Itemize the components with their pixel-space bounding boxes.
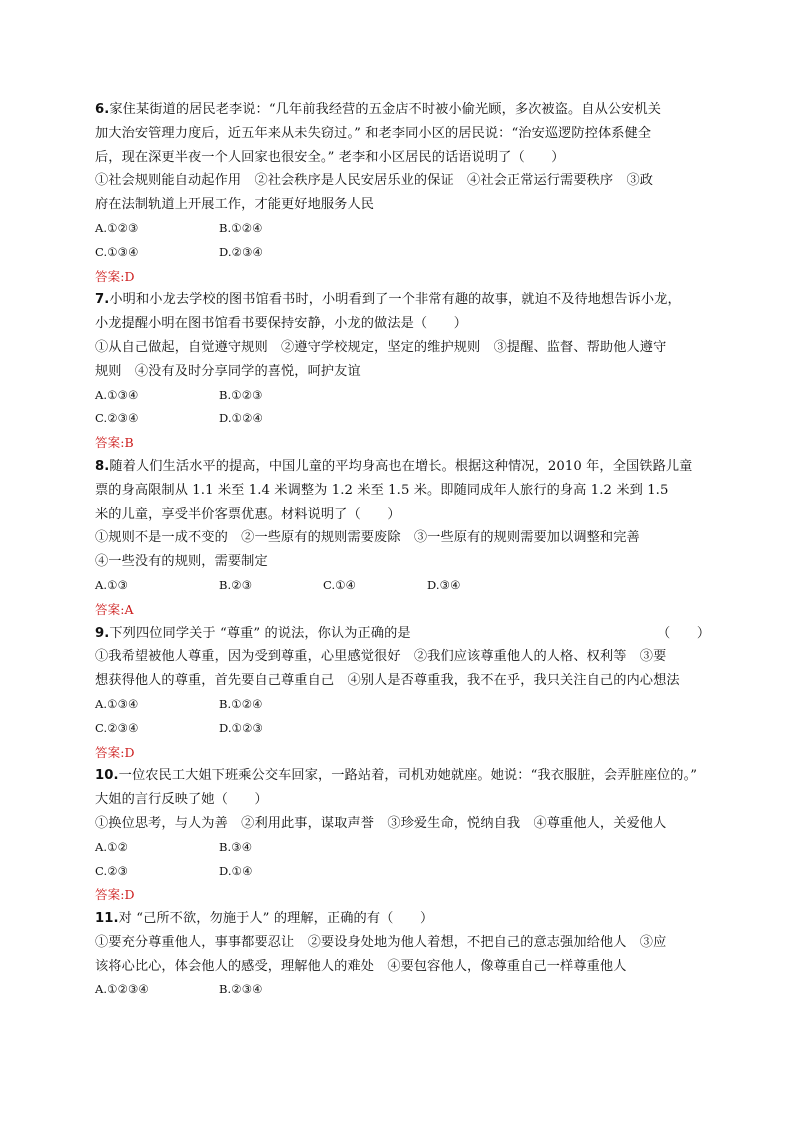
question-block [95, 98, 705, 288]
question-stem-line [95, 788, 705, 812]
statement-line: ④一些没有的规则，需要制定 [95, 554, 268, 570]
option-choice: A.①③④ [95, 696, 139, 711]
question-stem-line [95, 122, 705, 146]
option-choice: C.②③④ [95, 720, 139, 735]
question-stem-line [95, 98, 705, 122]
question-stem-text: 小龙提醒小明在图书馆看书要保持安静，小龙的做法是（ ） [95, 316, 468, 332]
question-stem-line [95, 146, 705, 170]
answer-blank: （ ） [657, 625, 711, 641]
option-choice: B.③④ [219, 839, 253, 854]
answer-key: 答案:A [95, 601, 134, 617]
options-row [95, 860, 705, 884]
question-stem-text: 家住某街道的居民老李说：“几年前我经营的五金店不时被小偷光顾，多次被盗。自从公安机关 [109, 102, 662, 117]
option-choice: C.②③④ [95, 411, 139, 426]
question-stem-line [95, 312, 705, 336]
question-stem-text: 大姐的言行反映了她（ ） [95, 792, 268, 808]
question-stem-text: 米的儿童，享受半价客票优惠。材料说明了（ ） [95, 506, 401, 522]
statement-line: 想获得他人的尊重，首先要自己尊重自己 ④别人是否尊重我，我不在乎，我只关注自己的内心想法 [95, 673, 680, 689]
options-row [95, 407, 705, 431]
question-number: 9. [95, 625, 110, 641]
option-choice: A.①③④ [95, 387, 139, 402]
question-stem-line [95, 622, 711, 646]
question-stem-line [95, 907, 705, 931]
question-stem-line [95, 455, 705, 479]
question-number: 6. [95, 102, 110, 117]
question-stem-line [95, 479, 705, 503]
options-row [95, 978, 705, 1002]
answer-key: 答案:D [95, 887, 135, 903]
options-row [95, 836, 705, 860]
options-row [95, 717, 705, 741]
option-choice: B.②③④ [219, 982, 263, 997]
statement-line: ①从自己做起，自觉遵守规则 ②遵守学校规定，坚定的维护规则 ③提醒、监督、帮助他人遵守 [95, 339, 667, 355]
statement-line: ①我希望被他人尊重，因为受到尊重，心里感觉很好 ②我们应该尊重他人的人格、权利等 ③要 [95, 649, 667, 665]
question-number: 8. [95, 458, 110, 474]
question-stem-text: 后，现在深更半夜一个人回家也很安全。” 老李和小区居民的话语说明了（ ） [95, 149, 565, 165]
option-choice: D.①④ [219, 863, 253, 878]
option-choice: A.①②③④ [95, 982, 149, 997]
answer-key: 答案:D [95, 744, 135, 760]
question-block [95, 764, 705, 907]
question-stem-text: 一位农民工大姐下班乘公交车回家，一路站着，司机劝她就座。她说：“我衣服脏，会弄脏座位的。” [118, 768, 698, 784]
option-choice: B.①②④ [219, 696, 263, 711]
option-choice: A.①③ [95, 577, 128, 592]
question-stem-text: 对 “己所不欲，勿施于人” 的理解，正确的有（ ） [118, 911, 434, 927]
option-choice: B.①②③ [219, 387, 263, 402]
question-stem-line [95, 764, 705, 788]
option-choice: C.②③ [95, 863, 129, 878]
option-choice: B.②③ [219, 577, 253, 592]
question-list [95, 98, 711, 1002]
question-block [95, 455, 705, 622]
question-stem-text: 下列四位同学关于 “尊重” 的说法，你认为正确的是 [109, 625, 411, 641]
options-row [95, 241, 705, 265]
option-choice: D.③④ [427, 577, 461, 592]
statement-line: ①换位思考，与人为善 ②利用此事，谋取声誉 ③珍爱生命，悦纳自我 ④尊重他人，关爱他人 [95, 815, 667, 831]
option-choice: C.①③④ [95, 244, 139, 259]
question-stem-text: 加大治安管理力度后，近五年来从未失窃过。” 和老李同小区的居民说：“治安巡逻防控体系健全 [95, 125, 652, 141]
option-choice: D.①②③ [219, 720, 263, 735]
options-row [95, 574, 705, 598]
question-block [95, 288, 705, 455]
option-choice: D.②③④ [219, 244, 263, 259]
answer-key: 答案:D [95, 268, 135, 284]
statement-line: ①规则不是一成不变的 ②一些原有的规则需要废除 ③一些原有的规则需要加以调整和完善 [95, 530, 640, 546]
option-choice: D.①②④ [219, 411, 263, 426]
statement-line: 规则 ④没有及时分享同学的喜悦，呵护友谊 [95, 363, 361, 379]
question-block [95, 622, 711, 765]
option-choice: B.①②④ [219, 220, 263, 235]
options-row [95, 384, 705, 408]
statement-line: ①社会规则能自动起作用 ②社会秩序是人民安居乐业的保证 ④社会正常运行需要秩序 ③政 [95, 173, 654, 189]
statement-line: 该将心比心，体会他人的感受，理解他人的难处 ④要包容他人，像尊重自己一样尊重他人 [95, 958, 627, 974]
option-choice: A.①②③ [95, 220, 139, 235]
question-number: 7. [95, 292, 110, 308]
question-stem-text: 随着人们生活水平的提高，中国儿童的平均身高也在增长。根据这种情况，2010 年，全国铁路儿童 [109, 458, 693, 474]
answer-key: 答案:B [95, 435, 134, 451]
question-number: 11. [95, 911, 119, 927]
question-number: 10. [95, 768, 119, 784]
question-stem-text: 小明和小龙去学校的图书馆看书时，小明看到了一个非常有趣的故事，就迫不及待地想告诉小龙， [109, 292, 681, 308]
options-row [95, 693, 705, 717]
question-stem-line [95, 503, 705, 527]
options-row [95, 217, 705, 241]
statement-line: ①要充分尊重他人，事事都要忍让 ②要设身处地为他人着想，不把自己的意志强加给他人 ③应 [95, 934, 667, 950]
question-stem-line [95, 288, 705, 312]
question-block [95, 907, 705, 1002]
question-stem-text: 票的身高限制从 1.1 米至 1.4 米调整为 1.2 米至 1.5 米。即随同成年人旅行的身高 1.2 米到 1.5 [95, 482, 669, 498]
statement-line: 府在法制轨道上开展工作，才能更好地服务人民 [95, 197, 375, 213]
option-choice: A.①② [95, 839, 128, 854]
option-choice: C.①④ [323, 577, 357, 592]
